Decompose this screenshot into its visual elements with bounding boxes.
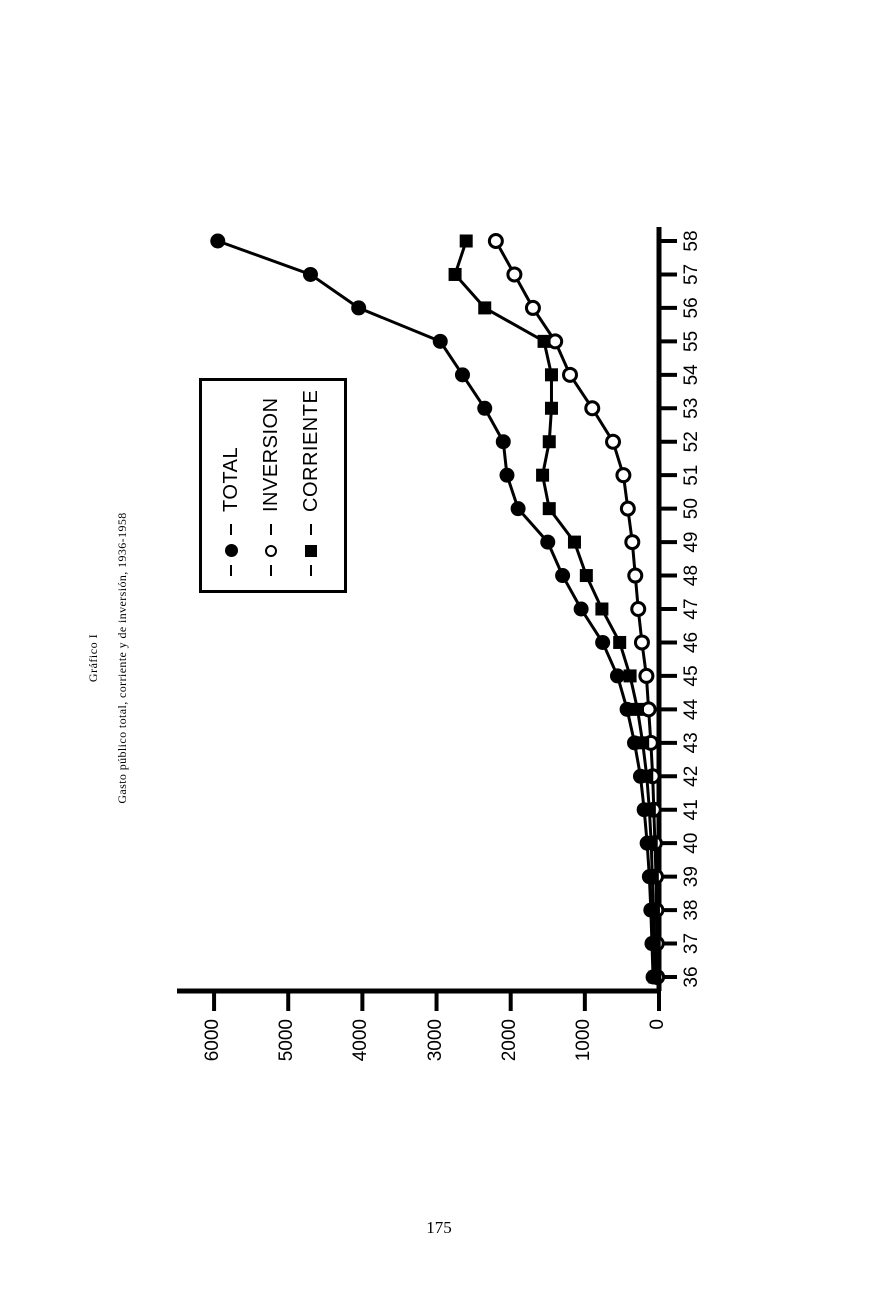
data-point: [642, 703, 655, 716]
data-point: [595, 635, 610, 650]
data-point: [496, 434, 511, 449]
data-point: [499, 468, 514, 483]
data-point: [536, 469, 549, 482]
data-point: [629, 569, 642, 582]
data-point: [543, 435, 556, 448]
data-point: [624, 669, 637, 682]
data-point: [303, 267, 318, 282]
data-point: [478, 301, 491, 314]
data-point: [631, 703, 644, 716]
data-point: [564, 368, 577, 381]
data-point: [526, 301, 539, 314]
data-point: [632, 603, 645, 616]
legend-label-corriente: CORRIENTE: [299, 389, 322, 512]
x-axis-tick-label: 42: [681, 765, 702, 787]
series-total: [210, 234, 660, 985]
series-line: [455, 241, 655, 977]
y-axis-tick-label: 0: [647, 1019, 668, 1030]
chart-svg: [159, 203, 719, 1083]
x-axis-tick-label: 39: [681, 866, 702, 888]
data-point: [511, 501, 526, 516]
x-axis-tick-label: 49: [681, 531, 702, 553]
x-axis-tick-label: 52: [681, 431, 702, 453]
legend-marker-open-circle-icon: [261, 524, 281, 576]
figure-label: [85, 83, 102, 1233]
legend-label-total: TOTAL: [219, 446, 242, 512]
x-axis-tick-label: 51: [681, 464, 702, 486]
x-axis-ticks: [659, 241, 677, 977]
data-point: [635, 636, 648, 649]
chart-legend: [199, 378, 347, 593]
data-point: [555, 568, 570, 583]
x-axis-tick-label: 45: [681, 665, 702, 687]
y-axis-ticks: [214, 991, 659, 1011]
data-point: [648, 971, 661, 984]
chart-axes: [177, 227, 677, 1011]
data-point: [595, 603, 608, 616]
data-point: [574, 602, 589, 617]
data-point: [545, 368, 558, 381]
x-axis-tick-label: 58: [681, 230, 702, 252]
data-point: [538, 335, 551, 348]
legend-marker-filled-circle-icon: [221, 524, 241, 576]
data-point: [568, 536, 581, 549]
data-point: [210, 234, 225, 249]
data-point: [640, 669, 653, 682]
data-point: [613, 636, 626, 649]
x-axis-tick-label: 50: [681, 498, 702, 520]
figure-label-text: Gráfico I: [86, 633, 100, 683]
data-point: [460, 235, 473, 248]
figure-titles: [85, 83, 131, 1233]
data-point: [607, 435, 620, 448]
x-axis-tick-label: 36: [681, 966, 702, 988]
x-axis-tick-label: 57: [681, 263, 702, 286]
legend-item-total: [216, 447, 246, 576]
data-point: [433, 334, 448, 349]
data-point: [610, 668, 625, 683]
x-axis-tick-label: 46: [681, 631, 702, 654]
plot-area: [159, 203, 719, 1083]
data-point: [647, 904, 660, 917]
x-axis-tick-label: 41: [681, 799, 702, 821]
data-point: [645, 837, 658, 850]
x-axis-tick-label: 47: [681, 598, 702, 620]
figure-container: [79, 83, 799, 1233]
x-axis-tick-label: 56: [681, 297, 702, 319]
legend-label-inversion: INVERSION: [259, 397, 282, 512]
x-axis-tick-label: 43: [681, 732, 702, 754]
figure-caption: [114, 83, 131, 1233]
data-point: [477, 401, 492, 416]
y-axis-tick-label: 5000: [276, 1019, 298, 1062]
data-point: [543, 502, 556, 515]
x-axis-tick-label: 48: [681, 564, 702, 587]
chart-series: [210, 234, 663, 985]
legend-marker-filled-square-icon: [301, 524, 321, 576]
x-axis-tick-label: 54: [681, 364, 702, 386]
data-point: [545, 402, 558, 415]
x-axis-tick-label: 40: [681, 832, 702, 854]
data-point: [648, 937, 661, 950]
x-axis-tick-label: 55: [681, 330, 702, 352]
x-axis-tick-label: 38: [681, 899, 702, 921]
data-point: [586, 402, 599, 415]
y-axis-tick-label: 4000: [350, 1019, 372, 1062]
data-point: [580, 569, 593, 582]
data-point: [640, 770, 653, 783]
figure-caption-text: Gasto público total, corriente y de inversión, 1936-1958: [115, 512, 129, 804]
page-number: 175: [426, 1218, 452, 1237]
x-axis-tick-label: 53: [681, 397, 702, 419]
y-axis-tick-label: 1000: [572, 1019, 594, 1062]
data-point: [351, 300, 366, 315]
data-point: [489, 235, 502, 248]
data-point: [643, 803, 656, 816]
data-point: [449, 268, 462, 281]
y-axis-tick-label: 3000: [424, 1019, 446, 1062]
data-point: [540, 535, 555, 550]
data-point: [646, 870, 659, 883]
x-axis-tick-label: 44: [681, 698, 702, 720]
data-point: [636, 736, 649, 749]
data-point: [549, 335, 562, 348]
data-point: [455, 367, 470, 382]
legend-item-corriente: [296, 390, 326, 576]
data-point: [508, 268, 521, 281]
legend-item-inversion: [256, 397, 286, 576]
data-point: [617, 469, 630, 482]
y-axis-tick-label: 6000: [202, 1019, 224, 1062]
data-point: [626, 536, 639, 549]
y-axis-tick-label: 2000: [498, 1019, 520, 1062]
x-axis-tick-label: 37: [681, 932, 702, 955]
data-point: [621, 502, 634, 515]
